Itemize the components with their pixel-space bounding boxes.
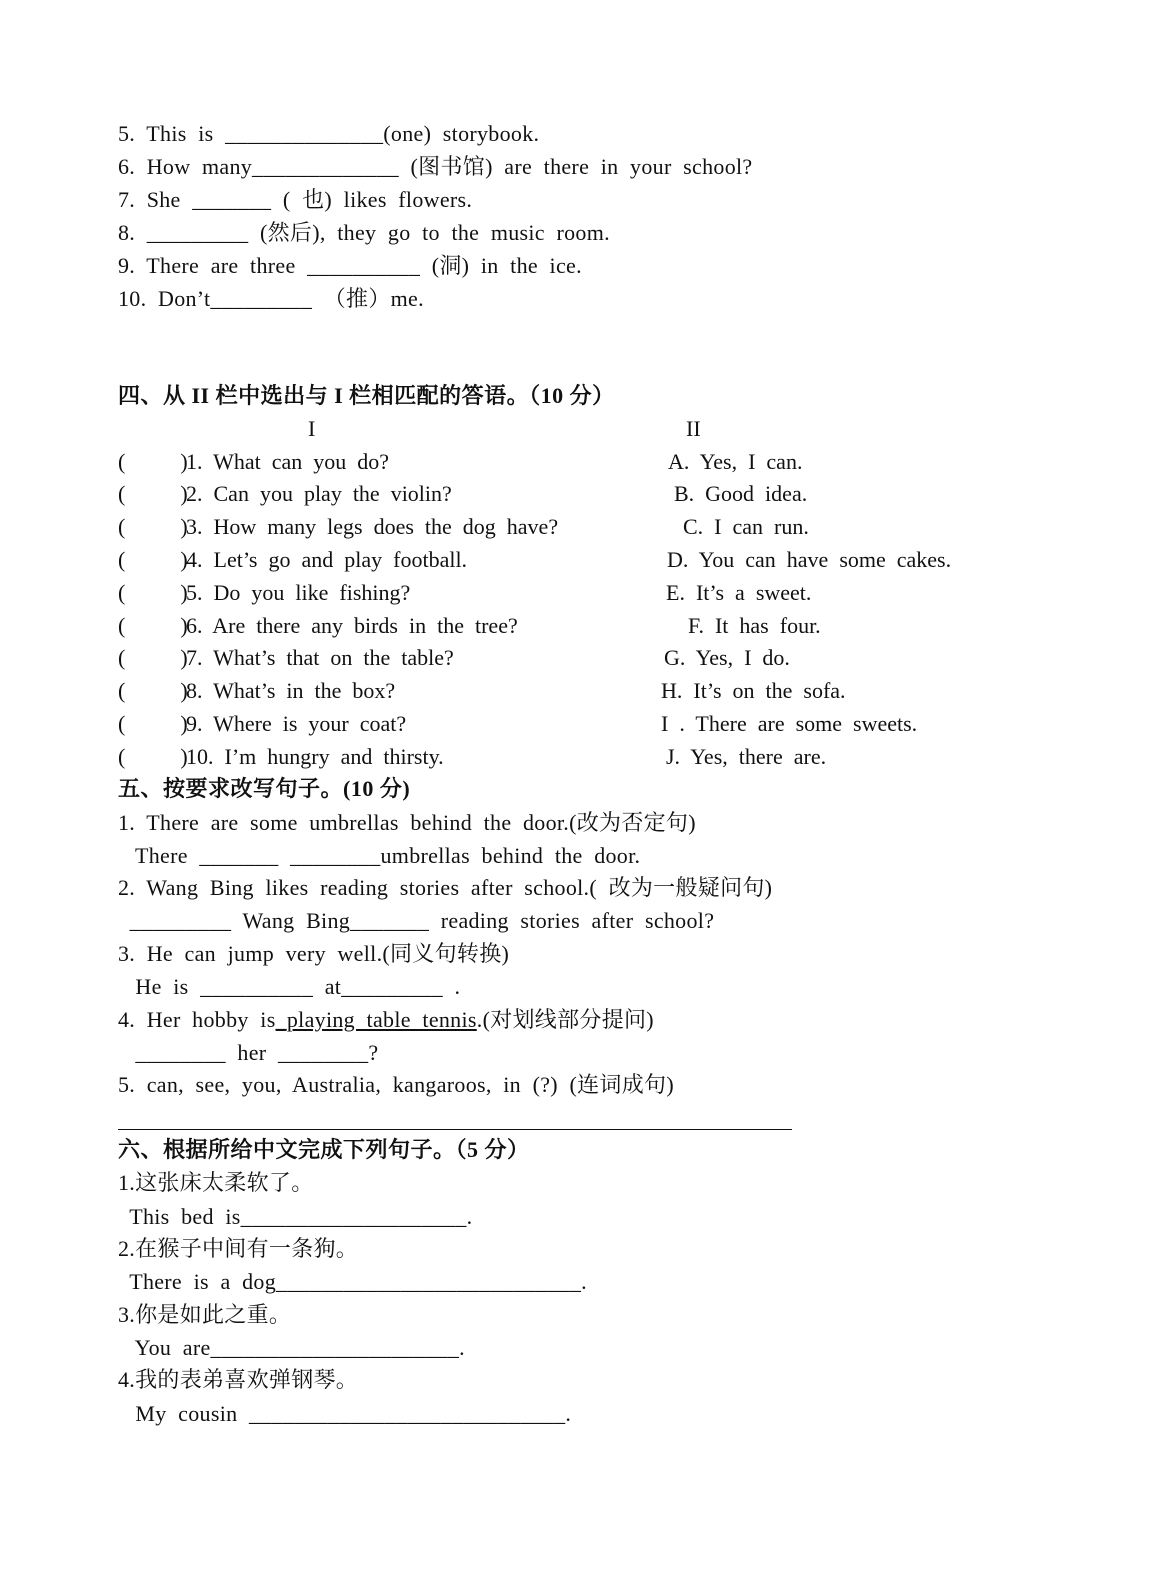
fill-item-8: 8. _________ (然后), they go to the music room. <box>118 220 610 245</box>
match-row <box>118 645 1018 671</box>
translate-item-4: 4.我的表弟喜欢弹钢琴。 <box>118 1367 359 1392</box>
rewrite-item-3: 3. He can jump very well.(同义句转换) <box>118 941 510 966</box>
section5-title: 五、按要求改写句子。(10 分) <box>118 776 411 801</box>
section6-title: 六、根据所给中文完成下列句子。（5 分） <box>118 1137 530 1162</box>
column-ii-header: II <box>686 416 701 441</box>
column-i-header: I <box>308 416 316 441</box>
answer-option: E. It’s a sweet. <box>666 580 812 605</box>
match-row <box>118 580 1018 606</box>
answer-option: D. You can have some cakes. <box>667 547 952 572</box>
rewrite-item-5: 5. can, see, you, Australia, kangaroos, in (?) (连词成句) <box>118 1072 674 1097</box>
question-text: 10. I’m hungry and thirsty. <box>186 744 444 769</box>
answer-option: I . There are some sweets. <box>661 711 918 736</box>
translate-item-3: 3.你是如此之重。 <box>118 1302 292 1327</box>
answer-option: B. Good idea. <box>674 481 808 506</box>
rewrite-item-2: 2. Wang Bing likes reading stories after school.( 改为一般疑问句) <box>118 875 773 900</box>
answer-blank[interactable]: ( ) <box>118 547 188 572</box>
answer-option: H. It’s on the sofa. <box>661 678 846 703</box>
match-row <box>118 711 1018 737</box>
fill-item-7: 7. She _______ ( 也) likes flowers. <box>118 187 473 212</box>
answer-blank[interactable]: ( ) <box>118 449 188 474</box>
answer-option: J. Yes, there are. <box>666 744 827 769</box>
match-row <box>118 744 1018 770</box>
answer-blank[interactable]: ( ) <box>118 678 188 703</box>
question-text: 3. How many legs does the dog have? <box>186 514 559 539</box>
question-text: 7. What’s that on the table? <box>186 645 454 670</box>
question-text: 8. What’s in the box? <box>186 678 396 703</box>
answer-blank[interactable]: ( ) <box>118 613 188 638</box>
answer-blank[interactable]: ( ) <box>118 481 188 506</box>
question-text: 5. Do you like fishing? <box>186 580 411 605</box>
rewrite-answer-2: _________ Wang Bing_______ reading stories after school? <box>118 908 715 933</box>
answer-blank[interactable]: ( ) <box>118 645 188 670</box>
match-row <box>118 514 1018 540</box>
answer-line[interactable] <box>118 1129 792 1130</box>
rewrite-item-1: 1. There are some umbrellas behind the door.(改为否定句) <box>118 810 696 835</box>
answer-blank[interactable]: ( ) <box>118 744 188 769</box>
question-text: 4. Let’s go and play football. <box>186 547 468 572</box>
question-text: 9. Where is your coat? <box>186 711 407 736</box>
rewrite-answer-3: He is __________ at_________ . <box>118 974 461 999</box>
rewrite-item-4-prefix: 4. Her hobby is <box>118 1007 276 1032</box>
fill-item-6: 6. How many_____________ (图书馆) are there in your school? <box>118 154 753 179</box>
answer-blank[interactable]: ( ) <box>118 711 188 736</box>
answer-blank[interactable]: ( ) <box>118 580 188 605</box>
answer-option: F. It has four. <box>688 613 821 638</box>
match-row <box>118 481 1018 507</box>
answer-option: A. Yes, I can. <box>668 449 803 474</box>
fill-item-10: 10. Don’t_________ （推）me. <box>118 286 424 311</box>
match-row <box>118 678 1018 704</box>
rewrite-answer-4: ________ her ________? <box>118 1040 379 1065</box>
question-text: 6. Are there any birds in the tree? <box>186 613 518 638</box>
question-text: 2. Can you play the violin? <box>186 481 452 506</box>
rewrite-item-4-suffix: .(对划线部分提问) <box>476 1007 654 1032</box>
answer-option: G. Yes, I do. <box>664 645 790 670</box>
fill-item-9: 9. There are three __________ (洞) in the ice. <box>118 253 582 278</box>
translate-answer-2: There is a dog___________________________. <box>118 1269 587 1294</box>
answer-blank[interactable]: ( ) <box>118 514 188 539</box>
section4-title: 四、从 II 栏中选出与 I 栏相匹配的答语。（10 分） <box>118 383 615 408</box>
translate-item-2: 2.在猴子中间有一条狗。 <box>118 1236 359 1261</box>
answer-option: C. I can run. <box>683 514 809 539</box>
match-row <box>118 449 1018 475</box>
fill-item-5: 5. This is ______________(one) storybook. <box>118 121 540 146</box>
question-text: 1. What can you do? <box>186 449 390 474</box>
match-row <box>118 547 1018 573</box>
rewrite-item-4 <box>118 1007 654 1033</box>
translate-answer-4: My cousin ____________________________. <box>118 1401 572 1426</box>
translate-answer-1: This bed is____________________. <box>118 1204 473 1229</box>
match-row <box>118 613 1018 639</box>
rewrite-answer-1: There _______ ________umbrellas behind the door. <box>118 843 641 868</box>
underlined-phrase: _playing table tennis <box>275 1007 477 1032</box>
translate-item-1: 1.这张床太柔软了。 <box>118 1170 314 1195</box>
translate-answer-3: You are______________________. <box>118 1335 465 1360</box>
